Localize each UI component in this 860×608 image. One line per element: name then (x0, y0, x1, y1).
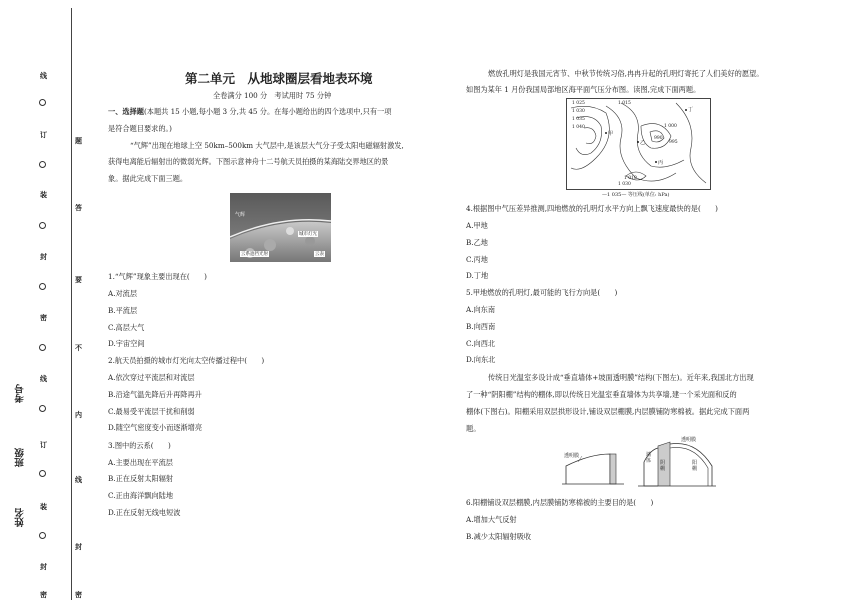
place-ding-label: 丁 (688, 107, 694, 113)
binding-hole (39, 344, 46, 351)
class-label: 班级 (15, 448, 26, 467)
q2-option-b[interactable]: B.沿途气温先降后升再降再升 (108, 390, 202, 399)
binding-hole (39, 532, 46, 539)
q1-option-a[interactable]: A.对流层 (108, 289, 138, 298)
q2-option-d[interactable]: D.随空气密度变小而逐渐增亮 (108, 423, 203, 432)
binding-hole (39, 222, 46, 229)
q2-option-a[interactable]: A.依次穿过平流层和对流层 (108, 373, 195, 382)
greenhouse-intro-2: 了一种“阴阳棚”结构的棚体,即以传统日光温室垂直墙体为共享墙,建一个采光面和反的 (466, 390, 737, 399)
lantern-intro-1: 燃放孔明灯是我国元宵节、中秋节传统习俗,冉冉升起的孔明灯寄托了人们美好的愿望。 (488, 69, 764, 78)
binding-inner-char: 线 (75, 475, 82, 484)
isobar-label: 1 040 (572, 125, 585, 130)
isobar-label: 990 (654, 136, 663, 141)
isobar-label: 1 010 (624, 176, 637, 181)
q2-stem: 2.航天员拍摄的城市灯光向太空传播过程中( ) (108, 356, 265, 365)
q1-stem: 1.“气辉”现象主要出现在( ) (108, 272, 207, 281)
binding-char: 封 (40, 562, 47, 571)
binding-inner-char: 要 (75, 275, 82, 284)
q6-stem: 6.阳棚铺设双层棚膜,内层膜铺防寒棉被的主要目的是( ) (466, 498, 654, 507)
section-instructions (108, 106, 391, 117)
q4-stem: 4.根据图中气压差异推测,四地燃放的孔明灯水平方向上飘飞速度最快的是( ) (466, 204, 718, 213)
q1-option-b[interactable]: B.平流层 (108, 306, 138, 315)
binding-char: 封 (40, 252, 47, 261)
page-subtitle: 全卷满分 100 分 考试用时 75 分钟 (213, 91, 332, 100)
airglow-label: 气辉 (235, 212, 246, 218)
binding-inner-char: 封 (75, 542, 82, 551)
q3-option-b[interactable]: B.正在反射太阳辐射 (108, 474, 174, 483)
q5-option-b[interactable]: B.向西南 (466, 322, 496, 331)
place-yi-label: 乙 (640, 140, 646, 146)
q5-option-d[interactable]: D.向东北 (466, 355, 496, 364)
greenhouse-intro-1: 传统日光温室多设计成“垂直墙体+坡面透明膜”结构(下图左)。近年来,我国北方出现 (488, 373, 754, 382)
yang-shed-label: 阳棚 (692, 460, 698, 472)
q4-option-a[interactable]: A.甲地 (466, 221, 488, 230)
airglow-photo (230, 193, 331, 262)
q2-option-c[interactable]: C.最易受平流层干扰和削弱 (108, 407, 195, 416)
isobar-label: 995 (669, 140, 678, 145)
binding-char: 装 (40, 502, 47, 511)
binding-hole (39, 470, 46, 477)
isobar-label: 1 030 (618, 182, 631, 187)
membrane-label: 透明膜 (564, 453, 580, 459)
binding-hole (39, 405, 46, 412)
q5-option-a[interactable]: A.向东南 (466, 305, 496, 314)
q1-option-c[interactable]: C.高层大气 (108, 323, 145, 332)
isobar-label: 1 015 (618, 101, 631, 106)
intro-line-2: 获得电离能后辐射出的微弱光辉。下图示意神舟十二号航天员拍摄的某海陆交界地区的景 (108, 157, 389, 166)
isobar-legend: —1 035— 等压线(单位: hPa) (602, 192, 670, 198)
q3-stem: 3.图中的云系( ) (108, 441, 171, 450)
binding-inner-char: 题 (75, 136, 82, 145)
sea-label: 云表 (315, 252, 324, 257)
q3-option-d[interactable]: D.正在反射无线电短波 (108, 508, 181, 517)
binding-char: 密 (40, 313, 47, 322)
binding-char: 装 (40, 190, 47, 199)
q1-option-d[interactable]: D.宇宙空间 (108, 339, 145, 348)
isobar-label: 1 035 (572, 117, 585, 122)
greenhouse-intro-3: 棚体(下图右)。阳棚采用双层拱形设计,铺设双层棚膜,内层膜铺防寒棉被。据此完成下面两 (466, 407, 750, 416)
q4-option-c[interactable]: C.丙地 (466, 255, 488, 264)
binding-char: 订 (40, 130, 47, 139)
city-light-label: 城市灯光 (299, 232, 317, 237)
q3-option-a[interactable]: A.主要出现在平流层 (108, 458, 173, 467)
intro-line-3: 象。据此完成下面三题。 (108, 174, 188, 183)
isobar-label: 1 025 (572, 101, 585, 106)
binding-char: 线 (40, 374, 47, 383)
binding-char: 密 (40, 590, 47, 599)
binding-char: 线 (40, 71, 47, 80)
q6-option-a[interactable]: A.增加大气反射 (466, 515, 517, 524)
binding-line (71, 8, 72, 600)
q6-option-b[interactable]: B.减少太阳辐射吸收 (466, 532, 532, 541)
binding-inner-char: 不 (75, 343, 82, 352)
isobar-map (566, 98, 711, 201)
yin-shed-label: 阴棚 (660, 460, 666, 472)
exam-number-label: 考号 (15, 384, 26, 403)
q5-stem: 5.甲地燃放的孔明灯,最可能的飞行方向是( ) (466, 288, 618, 297)
binding-inner-char: 密 (75, 590, 82, 599)
q4-option-d[interactable]: D.丁地 (466, 271, 489, 280)
place-bing-label: 丙 (658, 160, 664, 166)
greenhouse-intro-4: 题。 (466, 424, 481, 433)
q4-option-b[interactable]: B.乙地 (466, 238, 488, 247)
binding-hole (39, 99, 46, 106)
binding-hole (39, 283, 46, 290)
traditional-greenhouse-diagram (560, 440, 626, 488)
page-title: 第二单元 从地球圈层看地表环境 (185, 71, 373, 86)
place-jia-label: 甲 (608, 131, 614, 137)
instructions-line-2: 是符合题目要求的。) (108, 124, 172, 133)
isobar-label: 1 030 (572, 109, 585, 114)
section-heading: 一、选择题 (108, 107, 144, 116)
q5-option-c[interactable]: C.向西北 (466, 339, 496, 348)
cloud-label: 云系遮挡光射 (241, 252, 268, 257)
q3-option-c[interactable]: C.正由海洋飘向陆地 (108, 491, 174, 500)
instructions-line-1: (本题共 15 小题,每小题 3 分,共 45 分。在每小题给出的四个选项中,只有一项 (143, 107, 392, 116)
wall-label: 墙体 (646, 452, 652, 464)
binding-inner-char: 内 (75, 410, 82, 419)
membrane-label-right: 透明膜 (681, 437, 697, 443)
name-label: 姓名 (15, 508, 26, 527)
binding-char: 订 (40, 440, 47, 449)
lantern-intro-2: 如图为某年 1 月份我国局部地区海平面气压分布图。读图,完成下面两题。 (466, 85, 701, 94)
yinyang-greenhouse-diagram (636, 436, 718, 490)
intro-line-1: “气辉”出现在地球上空 50km–500km 大气层中,是该层大气分子受太阳电磁辐射激发, (130, 141, 404, 150)
binding-hole (39, 161, 46, 168)
isobar-label: 1 000 (664, 124, 677, 129)
binding-inner-char: 答 (75, 203, 82, 212)
